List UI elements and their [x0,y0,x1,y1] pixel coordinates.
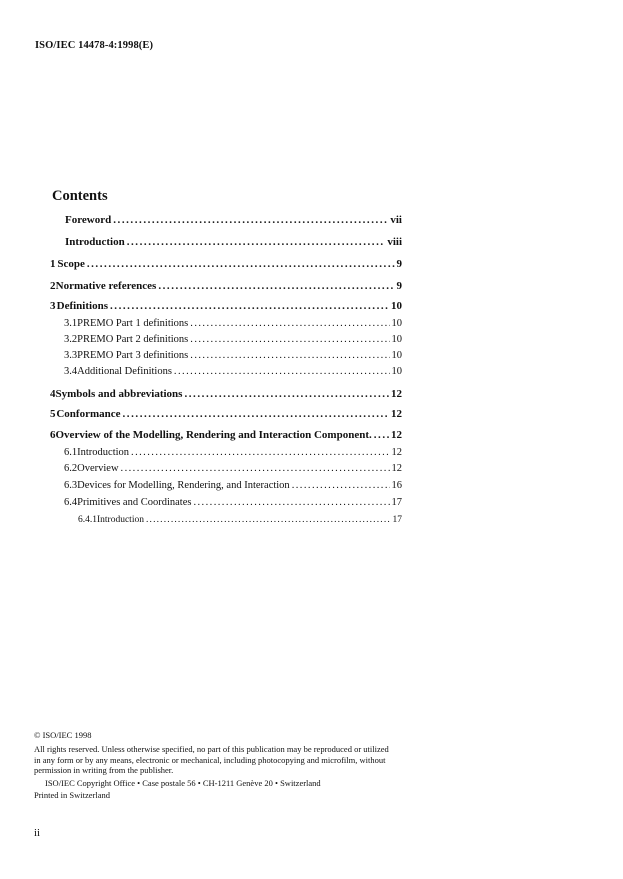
toc-entry-title: Symbols and abbreviations [55,388,183,400]
toc-entry-number: 1 [50,258,56,270]
toc-entry-page: 12 [391,408,402,420]
toc-entry-page: 17 [392,515,402,525]
toc-entry-title: Introduction [77,447,130,458]
toc-entry-3-2[interactable] [64,334,402,345]
toc-entry-number: 3.4 [64,366,78,377]
toc-entry-page: 12 [391,388,402,400]
toc-entry-6-4-1[interactable] [78,515,402,525]
toc-entry-3-4[interactable] [64,366,402,377]
toc-entry-page: 10 [391,366,402,377]
toc-leader [110,300,389,312]
toc-entry-title: Normative references [55,280,157,292]
toc-entry-page: vii [390,214,402,226]
toc-leader [87,258,395,270]
toc-entry-page: 12 [391,447,402,458]
toc-entry-title: Introduction [97,515,144,525]
toc-entry-title: PREMO Part 1 definitions [77,318,189,329]
copyright-office-address: ISO/IEC Copyright Office • Case postale 56 • CH-1211 Genève 20 • Switzerland [45,778,321,788]
toc-entry-page: 16 [391,480,402,491]
toc-entry-scope[interactable] [50,258,402,270]
toc-entry-6-1[interactable] [64,447,402,458]
copyright-notice: © ISO/IEC 1998 [34,730,92,740]
toc-entry-title: Introduction [65,236,125,248]
toc-entry-page: 12 [391,429,402,441]
toc-entry-page: 10 [391,350,402,361]
toc-entry-number: 3 [50,300,56,312]
toc-entry-number: 6.1 [64,447,78,458]
header-doc-id: ISO/IEC 14478-4:1998(E) [35,40,154,51]
toc-leader [127,236,386,248]
toc-entry-title: Devices for Modelling, Rendering, and Interaction [77,480,290,491]
toc-entry-number: 6.4 [64,497,78,508]
toc-leader [193,497,389,508]
toc-leader [113,214,388,226]
contents-title: Contents [52,188,108,204]
toc-entry-page: 10 [391,318,402,329]
toc-entry-normative-references[interactable] [50,280,402,292]
toc-entry-page: 10 [391,300,402,312]
toc-entry-title: Foreword [65,214,112,226]
toc-entry-number: 4 [50,388,56,400]
toc-entry-number: 3.2 [64,334,78,345]
toc-entry-symbols-and-abbreviations[interactable] [50,388,402,400]
toc-entry-6-2[interactable] [64,463,402,474]
toc-leader [190,318,389,329]
toc-leader [190,350,389,361]
toc-entry-page: 9 [396,258,402,270]
rights-statement: All rights reserved. Unless otherwise specified, no part of this publication may be reproduced or utilized in any form or by any means, electronic or mechanical, including photocopying and microfilm, without permission in writing from the publisher. [34,744,389,775]
toc-entry-number: 5 [50,408,56,420]
toc-leader [146,515,391,525]
toc-leader [121,463,390,474]
toc-entry-definitions[interactable] [50,300,402,312]
toc-leader [131,447,389,458]
toc-entry-page: 17 [391,497,402,508]
toc-entry-title: Definitions [56,300,108,312]
toc-entry-page: 9 [396,280,402,292]
toc-leader [123,408,390,420]
toc-entry-6-3[interactable] [64,480,402,491]
toc-entry-page: 12 [391,463,402,474]
page-number: ii [34,827,41,839]
toc-leader [184,388,389,400]
toc-entry-title: PREMO Part 3 definitions [77,350,189,361]
toc-entry-foreword[interactable] [65,214,402,226]
toc-entry-title: Conformance [56,408,121,420]
toc-entry-title: Overview [77,463,119,474]
toc-entry-3-3[interactable] [64,350,402,361]
toc-entry-conformance[interactable] [50,408,402,420]
toc-entry-number: 6.2 [64,463,78,474]
toc-entry-page: viii [387,236,402,248]
toc-entry-number: 3.3 [64,350,78,361]
toc-entry-number: 6 [50,429,56,441]
toc-entry-overview[interactable] [50,429,402,441]
toc-entry-number: 6.4.1 [78,515,97,525]
toc-leader [190,334,389,345]
toc-entry-page: 10 [391,334,402,345]
toc-entry-title: Scope [57,258,85,270]
toc-entry-title: PREMO Part 2 definitions [77,334,189,345]
toc-leader [174,366,390,377]
toc-entry-number: 3.1 [64,318,78,329]
toc-entry-number: 2 [50,280,56,292]
toc-leader [292,480,390,491]
toc-entry-3-1[interactable] [64,318,402,329]
toc-entry-title: Primitives and Coordinates [77,497,192,508]
toc-entry-title: Additional Definitions [77,366,172,377]
printed-in: Printed in Switzerland [34,790,111,800]
toc-entry-number: 6.3 [64,480,78,491]
toc-entry-title: Overview of the Modelling, Rendering and Interaction Component. [55,429,372,441]
toc-entry-6-4[interactable] [64,497,402,508]
toc-leader [158,280,394,292]
toc-entry-introduction[interactable] [65,236,402,248]
toc-leader [374,429,389,441]
